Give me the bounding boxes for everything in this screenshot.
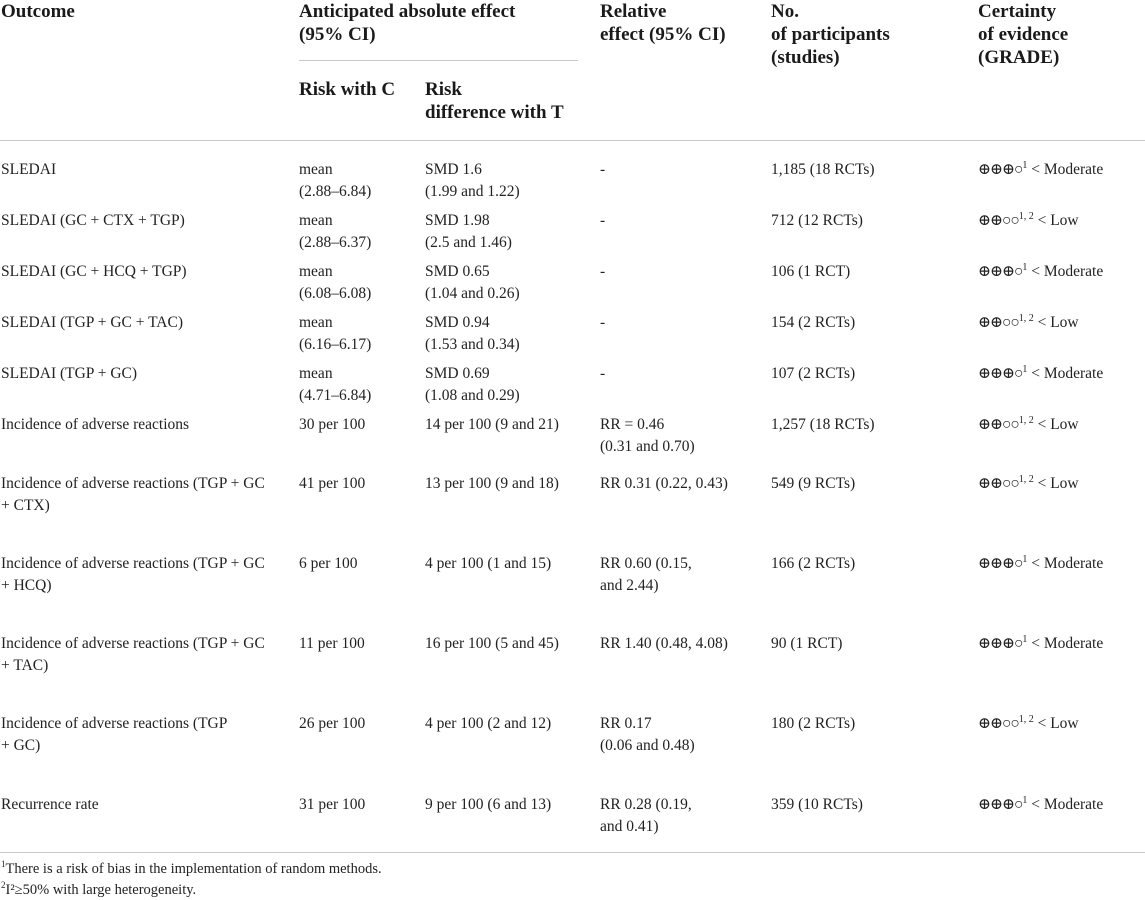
risk-difference-cell: SMD 0.65 (1.04 and 0.26)	[425, 263, 520, 302]
outcome-cell: Incidence of adverse reactions	[1, 416, 190, 433]
outcome-cell: Incidence of adverse reactions (TGP + GC + TAC)	[1, 635, 265, 674]
grade-symbols: ⊕⊕○○	[978, 212, 1019, 229]
participants-cell: 106 (1 RCT)	[771, 263, 851, 280]
grade-footnote-ref: 1	[1022, 159, 1028, 171]
risk-with-c-cell: 30 per 100	[299, 416, 366, 433]
relative-effect-cell: -	[600, 314, 606, 331]
risk-difference-cell: 4 per 100 (2 and 12)	[425, 715, 552, 732]
grade-label: < Moderate	[1027, 635, 1104, 652]
risk-difference-cell: 14 per 100 (9 and 21)	[425, 416, 559, 433]
header-subrule	[299, 60, 578, 61]
risk-with-c-cell: mean (2.88–6.37)	[299, 212, 372, 251]
risk-with-c-cell: 26 per 100	[299, 715, 366, 732]
grade-footnote-ref: 1	[1022, 794, 1028, 806]
footnote-2	[1, 880, 196, 900]
risk-with-c-cell: 41 per 100	[299, 475, 366, 492]
relative-effect-cell: -	[600, 212, 606, 229]
relative-effect-cell: RR 0.17 (0.06 and 0.48)	[600, 715, 695, 754]
risk-difference-cell: 4 per 100 (1 and 15)	[425, 555, 552, 572]
header-bottom-rule	[0, 140, 1145, 141]
grade-label: < Low	[1033, 416, 1079, 433]
relative-effect-cell: RR 0.60 (0.15, and 2.44)	[600, 555, 692, 594]
footnote-1	[1, 859, 382, 879]
risk-difference-cell: SMD 0.94 (1.53 and 0.34)	[425, 314, 520, 353]
header-risk-difference: Risk difference with T	[425, 79, 564, 123]
grade-symbols: ⊕⊕⊕○	[978, 555, 1023, 572]
grade-footnote-ref: 1, 2	[1018, 210, 1034, 222]
relative-effect-cell: RR 0.31 (0.22, 0.43)	[600, 475, 728, 492]
grade-footnote-ref: 1	[1022, 261, 1028, 273]
participants-cell: 166 (2 RCTs)	[771, 555, 856, 572]
risk-difference-cell: 13 per 100 (9 and 18)	[425, 475, 559, 492]
outcome-cell: Incidence of adverse reactions (TGP + GC + HCQ)	[1, 555, 265, 594]
outcome-cell: SLEDAI (TGP + GC + TAC)	[1, 314, 184, 331]
certainty-cell	[978, 159, 1144, 181]
grade-footnote-ref: 1	[1022, 553, 1028, 565]
participants-cell: 1,185 (18 RCTs)	[771, 161, 875, 178]
outcome-cell: Incidence of adverse reactions (TGP + GC)	[1, 715, 228, 754]
certainty-cell	[978, 414, 1144, 436]
grade-footnote-ref: 1	[1022, 633, 1028, 645]
grade-label: < Low	[1033, 314, 1079, 331]
certainty-cell	[978, 713, 1144, 735]
risk-with-c-cell: mean (2.88–6.84)	[299, 161, 372, 200]
participants-cell: 107 (2 RCTs)	[771, 365, 856, 382]
grade-symbols: ⊕⊕○○	[978, 314, 1019, 331]
header-participants: No. of participants (studies)	[771, 1, 890, 68]
certainty-cell	[978, 473, 1144, 495]
risk-with-c-cell: 11 per 100	[299, 635, 365, 652]
risk-difference-cell: 16 per 100 (5 and 45)	[425, 635, 559, 652]
participants-cell: 154 (2 RCTs)	[771, 314, 856, 331]
certainty-cell	[978, 633, 1144, 655]
grade-label: < Moderate	[1027, 161, 1104, 178]
grade-symbols: ⊕⊕⊕○	[978, 161, 1023, 178]
footnote-2-marker: 2	[1, 880, 6, 891]
participants-cell: 549 (9 RCTs)	[771, 475, 856, 492]
certainty-cell	[978, 363, 1144, 385]
relative-effect-cell: -	[600, 161, 606, 178]
relative-effect-cell: -	[600, 263, 606, 280]
footnote-1-text: There is a risk of bias in the implementation of random methods.	[5, 861, 382, 877]
grade-symbols: ⊕⊕⊕○	[978, 796, 1023, 813]
risk-with-c-cell: 31 per 100	[299, 796, 366, 813]
grade-footnote-ref: 1, 2	[1018, 414, 1034, 426]
header-anticipated-effect: Anticipated absolute effect (95% CI)	[299, 1, 516, 45]
grade-footnote-ref: 1, 2	[1018, 713, 1034, 725]
outcome-cell: SLEDAI	[1, 161, 57, 178]
grade-footnote-ref: 1	[1022, 363, 1028, 375]
participants-cell: 359 (10 RCTs)	[771, 796, 863, 813]
outcome-cell: SLEDAI (GC + CTX + TGP)	[1, 212, 185, 229]
relative-effect-cell: RR 0.28 (0.19, and 0.41)	[600, 796, 692, 835]
certainty-cell	[978, 312, 1144, 334]
risk-difference-cell: SMD 1.98 (2.5 and 1.46)	[425, 212, 512, 251]
outcome-cell: SLEDAI (TGP + GC)	[1, 365, 138, 382]
header-certainty: Certainty of evidence (GRADE)	[978, 1, 1069, 68]
header-risk-with-c: Risk with C	[299, 79, 396, 100]
risk-difference-cell: SMD 1.6 (1.99 and 1.22)	[425, 161, 520, 200]
header-relative-effect: Relative effect (95% CI)	[600, 1, 726, 45]
risk-with-c-cell: mean (4.71–6.84)	[299, 365, 372, 404]
risk-difference-cell: SMD 0.69 (1.08 and 0.29)	[425, 365, 520, 404]
footnote-1-marker: 1	[1, 859, 6, 870]
participants-cell: 712 (12 RCTs)	[771, 212, 863, 229]
participants-cell: 90 (1 RCT)	[771, 635, 843, 652]
grade-label: < Moderate	[1027, 365, 1104, 382]
grade-label: < Moderate	[1027, 555, 1104, 572]
grade-label: < Low	[1033, 715, 1079, 732]
certainty-cell	[978, 210, 1144, 232]
table-bottom-rule	[0, 852, 1145, 853]
risk-with-c-cell: mean (6.08–6.08)	[299, 263, 372, 302]
grade-symbols: ⊕⊕○○	[978, 715, 1019, 732]
participants-cell: 180 (2 RCTs)	[771, 715, 856, 732]
grade-symbols: ⊕⊕⊕○	[978, 263, 1023, 280]
risk-with-c-cell: mean (6.16–6.17)	[299, 314, 372, 353]
grade-label: < Low	[1033, 212, 1079, 229]
risk-difference-cell: 9 per 100 (6 and 13)	[425, 796, 552, 813]
grade-label: < Moderate	[1027, 796, 1104, 813]
outcome-cell: Incidence of adverse reactions (TGP + GC + CTX)	[1, 475, 265, 514]
grade-symbols: ⊕⊕○○	[978, 475, 1019, 492]
participants-cell: 1,257 (18 RCTs)	[771, 416, 875, 433]
grade-footnote-ref: 1, 2	[1018, 312, 1034, 324]
certainty-cell	[978, 794, 1144, 816]
grade-symbols: ⊕⊕○○	[978, 416, 1019, 433]
footnote-2-text: I²≥50% with large heterogeneity.	[5, 882, 197, 898]
grade-footnote-ref: 1, 2	[1018, 473, 1034, 485]
outcome-cell: Recurrence rate	[1, 796, 99, 813]
grade-symbols: ⊕⊕⊕○	[978, 635, 1023, 652]
grade-label: < Moderate	[1027, 263, 1104, 280]
risk-with-c-cell: 6 per 100	[299, 555, 358, 572]
grade-label: < Low	[1033, 475, 1079, 492]
certainty-cell	[978, 261, 1144, 283]
grade-symbols: ⊕⊕⊕○	[978, 365, 1023, 382]
header-outcome: Outcome	[1, 1, 75, 22]
relative-effect-cell: RR = 0.46 (0.31 and 0.70)	[600, 416, 695, 455]
outcome-cell: SLEDAI (GC + HCQ + TGP)	[1, 263, 187, 280]
relative-effect-cell: -	[600, 365, 606, 382]
relative-effect-cell: RR 1.40 (0.48, 4.08)	[600, 635, 728, 652]
certainty-cell	[978, 553, 1144, 575]
